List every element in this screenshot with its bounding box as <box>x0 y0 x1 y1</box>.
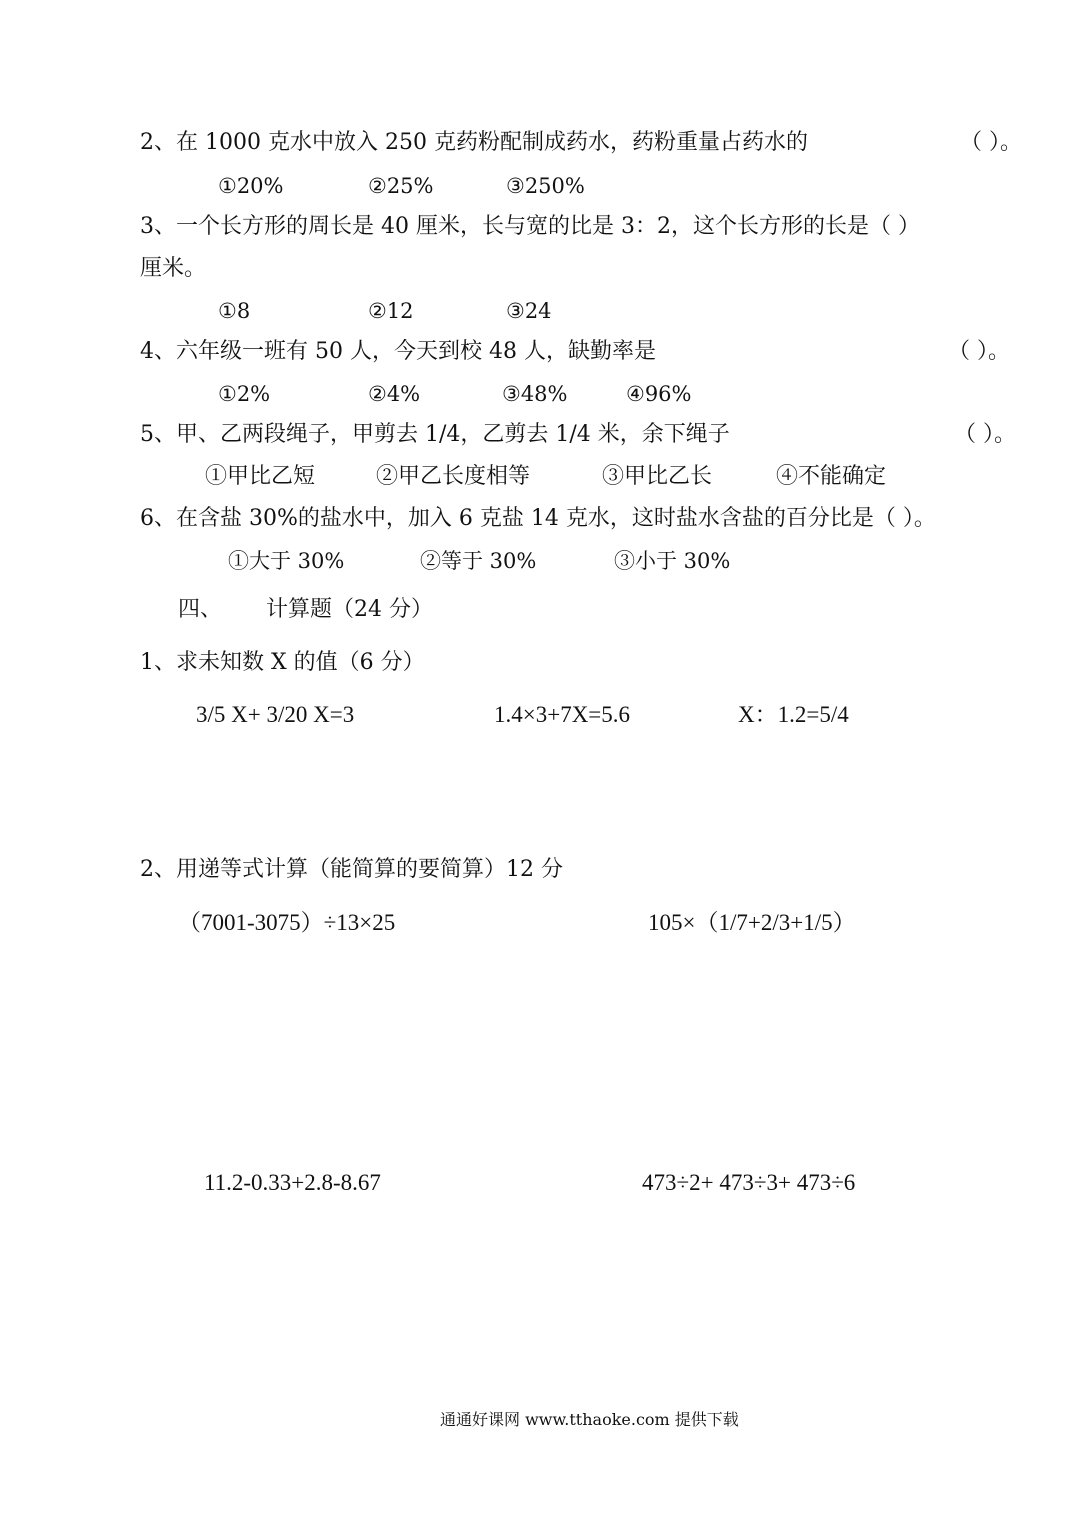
question-5-option-4: ④不能确定 <box>776 464 887 489</box>
question-5-option-2: ②甲乙长度相等 <box>376 464 531 489</box>
expression-3: 11.2-0.33+2.8-8.67 <box>204 1170 381 1195</box>
question-6-option-3: ③小于 30% <box>614 549 731 573</box>
question-2: 2、在 1000 克水中放入 250 克药粉配制成药水，药粉重量占药水的 <box>140 130 808 155</box>
part-2-title: 2、用递等式计算（能简算的要简算）12 分 <box>140 857 563 882</box>
equation-2: 1.4×3+7X=5.6 <box>494 702 631 727</box>
question-5-option-1: ①甲比乙短 <box>205 464 316 489</box>
question-5-blank: （ ）。 <box>954 422 1016 447</box>
question-2-blank: （ ）。 <box>960 130 1022 155</box>
section-number: 四、 <box>178 597 223 622</box>
question-6-option-1: ①大于 30% <box>228 549 345 573</box>
question-3: 3、一个长方形的周长是 40 厘米，长与宽的比是 3：2，这个长方形的长是（ ） <box>140 214 920 239</box>
part-1-title: 1、求未知数 X 的值（6 分） <box>140 650 425 675</box>
question-4: 4、六年级一班有 50 人，今天到校 48 人，缺勤率是 <box>140 339 656 364</box>
question-3-option-3: ③24 <box>506 299 552 323</box>
expression-2: 105×（1/7+2/3+1/5） <box>648 910 856 935</box>
question-2-option-3: ③250% <box>506 174 585 198</box>
question-3-option-1: ①8 <box>218 299 251 323</box>
equation-1: 3/5 X+ 3/20 X=3 <box>196 702 355 727</box>
question-4-option-3: ③48% <box>502 382 568 406</box>
question-5-option-3: ③甲比乙长 <box>602 464 713 489</box>
question-2-option-2: ②25% <box>368 174 434 198</box>
expression-4: 473÷2+ 473÷3+ 473÷6 <box>642 1170 856 1195</box>
question-3-continuation: 厘米。 <box>140 256 207 281</box>
section-title: 计算题（24 分） <box>266 597 433 622</box>
equation-3: X：1.2=5/4 <box>738 702 849 727</box>
question-4-blank: （ ）。 <box>948 339 1010 364</box>
question-2-option-1: ①20% <box>218 174 284 198</box>
question-4-option-2: ②4% <box>368 382 421 406</box>
question-4-option-4: ④96% <box>626 382 692 406</box>
question-5: 5、甲、乙两段绳子，甲剪去 1/4，乙剪去 1/4 米，余下绳子 <box>140 422 730 447</box>
question-6: 6、在含盐 30%的盐水中，加入 6 克盐 14 克水，这时盐水含盐的百分比是（ ）。 <box>140 506 936 531</box>
question-4-option-1: ①2% <box>218 382 271 406</box>
question-3-option-2: ②12 <box>368 299 414 323</box>
footer-source: 通通好课网 www.tthaoke.com 提供下载 <box>440 1410 739 1429</box>
expression-1: （7001-3075）÷13×25 <box>178 910 396 935</box>
question-6-option-2: ②等于 30% <box>420 549 537 573</box>
